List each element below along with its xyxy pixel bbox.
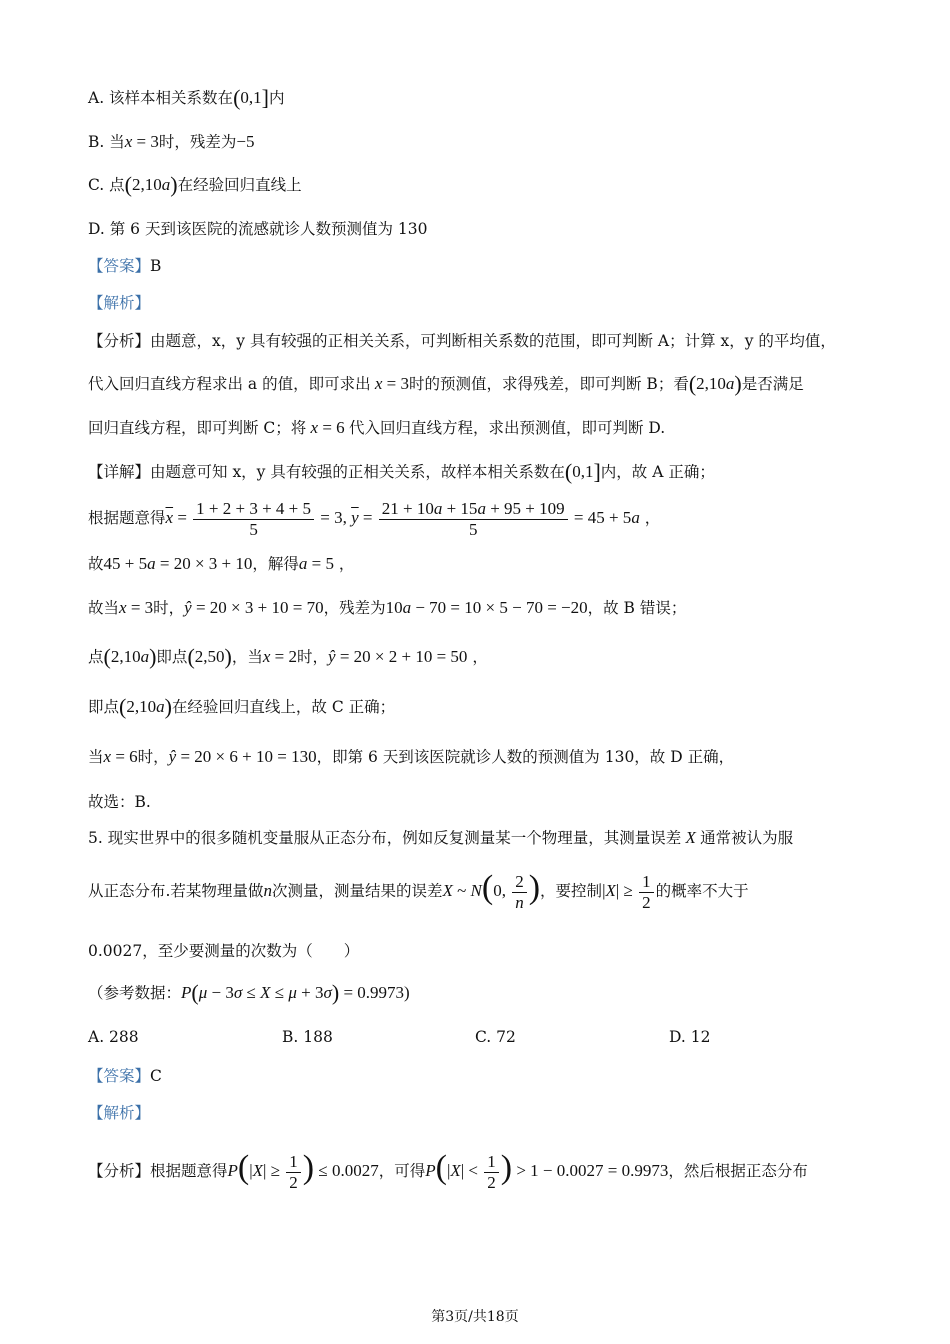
var-n: n — [263, 881, 272, 900]
fenxi-text-3b: 代入回归直线方程，求出预测值，即可判断 D. — [348, 419, 666, 437]
option-b-mid: 时，残差为 — [158, 133, 237, 151]
residual-calc: 10a − 70 = 10 × 5 − 70 = −20 — [385, 598, 588, 617]
fenxi-text-2b: 时的预测值，求得残差，即可判断 B；看 — [409, 375, 689, 393]
interval-0-1: (0,1] — [233, 85, 269, 110]
option-b — [88, 130, 255, 154]
option-b-text: B. 当 — [88, 133, 125, 151]
q4-xiangjie-line7 — [88, 745, 734, 769]
option-a-tail: 内 — [268, 89, 285, 107]
point-2-10a-b: (2,10a) — [688, 371, 742, 396]
option-c — [88, 173, 302, 197]
q4-fenxi-line2 — [88, 372, 804, 396]
equation-a: 45 + 5a = 20 × 3 + 10 — [103, 554, 253, 573]
interval-0-1-b: (0,1] — [564, 459, 601, 484]
q5-text-2d: 的概率不大于 — [655, 882, 749, 900]
fenxi-text-1: 由题意，x，y 具有较强的正相关关系，可判断相关系数的范围，即可判断 A；计算 x，y 的平均值， — [150, 332, 836, 350]
xiangjie-text-1a: 由题意可知 x，y 具有较强的正相关关系，故样本相关系数在 — [150, 463, 565, 481]
xiangjie-text-7a: 当 — [88, 748, 104, 766]
q5-line4 — [88, 981, 410, 1005]
q5-answer-value: C — [150, 1067, 162, 1085]
q5-answer-tag: 【答案】 — [88, 1067, 151, 1085]
q5-fenxi-tag: 【分析】 — [88, 1162, 151, 1180]
q4-fenxi-line1 — [88, 329, 836, 353]
q5-option-c: C. 72 — [475, 1028, 516, 1046]
fenxi-text-2a: 代入回归直线方程求出 a 的值，即可求出 — [88, 375, 371, 393]
q4-xiangjie-line8: 故选：B. — [88, 793, 151, 811]
point-2-10a: (2,10a) — [124, 172, 178, 197]
point-2-50: (2,50) — [187, 644, 232, 669]
x-eq-6-b: x = 6 — [103, 747, 138, 766]
option-a — [88, 86, 284, 110]
q5-text-4a: （参考数据： — [88, 984, 182, 1002]
q5-fenxi-text-a: 根据题意得 — [150, 1162, 228, 1180]
a-eq-5: a = 5 — [298, 554, 334, 573]
yhat-70: ŷ = 20 × 3 + 10 = 70 — [184, 598, 324, 617]
q5-option-a: A. 288 — [88, 1028, 139, 1046]
point-2-10a-c: (2,10a) — [103, 644, 157, 669]
xiangjie-tag: 【详解】 — [88, 463, 151, 481]
q4-xiangjie-line2: 根据题意得$\overline{x}$ = $\frac{1 + 2 + 3 + 4 + 5}{5}$ = 3, $\overline{y}$ = $\frac{21 + 10a + 15a + 95 + 109}{5}$ = 45 + 5a ， — [88, 498, 661, 539]
q5-text-1b: 通常被认为服 — [700, 829, 794, 847]
fenxi-text-2c: 是否满足 — [741, 375, 804, 393]
fenxi-text-3a: 回归直线方程，即可判断 C；将 — [88, 419, 307, 437]
q4-xiangjie-line1 — [88, 460, 715, 484]
xiangjie-text-5a: 点 — [88, 648, 104, 666]
q5-fenxi-text-c: ，然后根据正态分布 — [668, 1162, 808, 1180]
math-x-eq-3: x = 3 — [124, 132, 159, 151]
math-x-eq-6: x = 6 — [310, 418, 349, 437]
option-d: D. 第 6 天到该医院的流感就诊人数预测值为 130 — [88, 220, 428, 238]
q4-answer — [88, 254, 161, 278]
point-2-10a-d: (2,10a) — [119, 694, 172, 719]
xiangjie-text-5b: 即点 — [156, 648, 188, 666]
q5-line2 — [88, 866, 749, 913]
xiangjie-text-4a: 故当 — [88, 599, 120, 617]
q5-text-2c: ，要控制 — [540, 882, 603, 900]
xiangjie-text-4b: 时， — [153, 599, 185, 617]
yhat-130: ŷ = 20 × 6 + 10 = 130 — [168, 747, 317, 766]
page-footer: 第3页/共18页 — [431, 1309, 519, 1325]
q5-line1 — [88, 826, 793, 850]
fenxi-tag: 【分析】 — [88, 332, 151, 350]
q5-text-2b: 次测量，测量结果的误差 — [271, 882, 443, 900]
var-X: X — [685, 828, 696, 847]
xiangjie-text-5d: 时， — [297, 648, 329, 666]
xiangjie-text-3b: ，解得 — [252, 555, 299, 573]
q4-xiangjie-line3: 故45 + 5a = 20 × 3 + 10，解得a = 5 ， — [88, 554, 355, 573]
prob-ineq-2: P(|X| < $\frac{1}{2}$ ) > 1 − 0.0027 = 0.9973 — [425, 1149, 669, 1192]
q5-option-d: D. 12 — [669, 1028, 711, 1046]
q5-text-2a: 从正态分布.若某物理量做 — [88, 882, 264, 900]
option-c-tail: 在经验回归直线上 — [177, 176, 302, 194]
option-c-text: C. 点 — [88, 176, 125, 194]
xiangjie-text-5c: ，当 — [231, 648, 263, 666]
q4-xiangjie-line6 — [88, 695, 395, 719]
xiangjie-text-4d: ，故 B 错误； — [587, 599, 687, 617]
xiangjie-text-4c: ，残差为 — [323, 599, 386, 617]
x-eq-2: x = 2 — [262, 647, 297, 666]
answer-tag: 【答案】 — [88, 257, 151, 275]
option-a-text: A. 该样本相关系数在 — [88, 89, 234, 107]
q5-text-1: 5. 现实世界中的很多随机变量服从正态分布，例如反复测量某一个物理量，其测量误差 — [88, 829, 682, 847]
q4-xiangjie-line4 — [88, 596, 686, 620]
q5-answer — [88, 1064, 162, 1088]
xiangjie-text-7c: ，即第 6 天到该医院就诊人数的预测值为 130，故 D 正确， — [316, 748, 735, 766]
q5-fenxi — [88, 1142, 808, 1197]
q4-xiangjie-line5: 点(2,10a)即点(2,50)，当x = 2时，ŷ = 20 × 2 + 10 = 50 ， — [88, 644, 488, 669]
x-eq-3-c: x = 3 — [119, 598, 154, 617]
normal-dist: X ~ N(0, $\frac{2}{n}$ ) — [442, 869, 541, 912]
xiangjie-text-6a: 即点 — [88, 698, 120, 716]
q4-analysis-tag: 【解析】 — [88, 294, 151, 312]
reference-prob: P(μ − 3σ ≤ X ≤ μ + 3σ) = 0.9973) — [181, 980, 410, 1005]
mean-formulas: $\overline{x}$ = $\frac{1 + 2 + 3 + 4 + 5}{5}$ = 3, $\overline{y}$ = $\frac{21 + 10a + 15a + 95 + 109}{5}$ = 45 + 5a — [165, 498, 640, 539]
q4-fenxi-line3 — [88, 416, 665, 440]
abs-x-geq-half: |X| ≥ $\frac{1}{2}$ — [602, 881, 656, 900]
xiangjie-text-3: 故 — [88, 555, 104, 573]
q5-option-b: B. 188 — [282, 1028, 333, 1046]
yhat-50: ŷ = 20 × 2 + 10 = 50 — [328, 647, 468, 666]
xiangjie-text-2: 根据题意得 — [88, 509, 166, 527]
math-x-eq-3b: x = 3 — [374, 374, 409, 393]
xiangjie-text-6b: 在经验回归直线上，故 C 正确； — [171, 698, 396, 716]
xiangjie-text-7b: 时， — [137, 748, 169, 766]
q5-analysis-tag: 【解析】 — [88, 1104, 151, 1122]
answer-value: B — [150, 257, 162, 275]
q5-line3: 0.0027，至少要测量的次数为（ ） — [88, 942, 360, 960]
math-neg-5: −5 — [236, 132, 255, 151]
q5-fenxi-text-b: ，可得 — [378, 1162, 426, 1180]
xiangjie-text-1b: 内，故 A 正确； — [600, 463, 715, 481]
prob-ineq-1: P(|X| ≥ $\frac{1}{2}$ ) ≤ 0.0027 — [227, 1149, 379, 1192]
